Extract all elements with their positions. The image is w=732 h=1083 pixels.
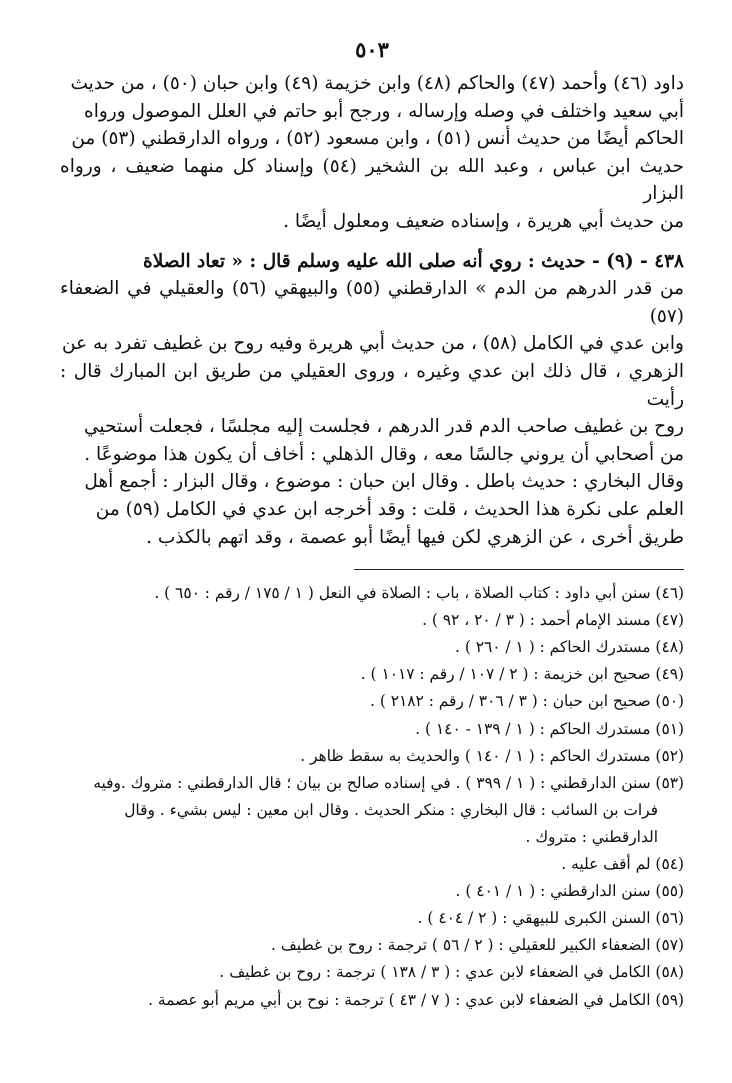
page-number: ٥٠٣ — [355, 37, 389, 62]
footnotes — [60, 580, 684, 1014]
paragraph-2-line: وقال البخاري : حديث باطل . وقال ابن حبان : موضوع ، وقال البزار : أجمع أهل — [84, 471, 684, 493]
footnote-52: (٥٢) مستدرك الحاكم : ( ١ / ١٤٠ ) والحديث به سقط ظاهر . — [300, 746, 684, 765]
hadith-heading-line: ٤٣٨ - (٩) - حديث : روي أنه صلى الله عليه وسلم قال : « تعاد الصلاة — [143, 250, 684, 272]
footnote-56: (٥٦) السنن الكبرى للبيهقي : ( ٢ / ٤٠٤ ) . — [417, 909, 684, 928]
footnote-57: (٥٧) الضعفاء الكبير للعقيلي : ( ٢ / ٥٦ ) ترجمة : روح بن غطيف . — [270, 936, 684, 955]
paragraph-1-line: الحاكم أيضًا من حديث أنس (٥١) ، وابن مسعود (٥٢) ، ورواه الدارقطني (٥٣) من — [71, 128, 684, 150]
footnote-54: (٥٤) لم أقف عليه . — [561, 855, 684, 874]
paragraph-2-line: الزهري ، قال ذلك ابن عدي وغيره ، وروى العقيلي من طريق ابن المبارك قال : رأيت — [60, 360, 684, 410]
footnote-47: (٤٧) مسند الإمام أحمد : ( ٣ / ٢٠ ، ٩٢ ) . — [422, 611, 684, 630]
paragraph-2-line: العلم على نكرة هذا الحديث ، قلت : وقد أخرجه ابن عدي في الكامل (٥٩) من — [95, 498, 684, 520]
paragraph-2-line: طريق أخرى ، عن الزهري لكن فيها أيضًا أبو عصمة ، وقد اتهم بالكذب . — [146, 526, 684, 548]
paragraph-2-line: من قدر الدرهم من الدم » الدارقطني (٥٥) والبيهقي (٥٦) والعقيلي في الضعفاء (٥٧) — [60, 278, 684, 327]
paragraph-1-line: حديث ابن عباس ، وعبد الله بن الشخير (٥٤) وإسناد كل منهما ضعيف ، ورواه البزار — [60, 155, 684, 205]
paragraph-1-line: أبي سعيد واختلف في وصله وإرساله ، ورجح أبو حاتم في العلل الموصول ورواه — [84, 100, 684, 122]
footnote-48: (٤٨) مستدرك الحاكم : ( ١ / ٢٦٠ ) . — [455, 638, 684, 657]
paragraph-1-line: داود (٤٦) وأحمد (٤٧) والحاكم (٤٨) وابن خزيمة (٤٩) وابن حبان (٥٠) ، من حديث — [70, 73, 684, 94]
footnote-58: (٥٨) الكامل في الضعفاء لابن عدي : ( ٣ / ١٣٨ ) ترجمة : روح بن غطيف . — [219, 963, 684, 982]
footnote-50: (٥٠) صحيح ابن حبان : ( ٣ / ٣٠٦ / رقم : ٢١٨٢ ) . — [370, 692, 684, 711]
footnote-53-continued: فرات بن السائب : قال البخاري : منكر الحديث . وقال ابن معين : ليس بشيء . وقال — [124, 800, 658, 819]
paragraph-2-line: روح بن غطيف صاحب الدم قدر الدرهم ، فجلست إليه مجلسًا ، فجعلت أستحيي — [83, 416, 684, 438]
footnote-46: (٤٦) سنن أبي داود : كتاب الصلاة ، باب : الصلاة في النعل ( ١ / ١٧٥ / رقم : ٦٥٠ ) . — [154, 584, 684, 603]
paragraph-2-line: وابن عدي في الكامل (٥٨) ، من حديث أبي هريرة وفيه روح بن غطيف تفرد به عن — [62, 333, 684, 355]
footnote-51: (٥١) مستدرك الحاكم : ( ١ / ١٣٩ - ١٤٠ ) . — [415, 719, 684, 738]
book-page — [60, 36, 684, 1014]
footnote-59: (٥٩) الكامل في الضعفاء لابن عدي : ( ٧ / ٤٣ ) ترجمة : نوح بن أبي مريم أبو عصمة . — [148, 990, 684, 1009]
main-text — [60, 70, 684, 551]
paragraph-1-line: من حديث أبي هريرة ، وإسناده ضعيف ومعلول أيضًا . — [283, 210, 684, 232]
footnote-divider — [354, 569, 684, 570]
footnote-53: (٥٣) سنن الدارقطني : ( ١ / ٣٩٩ ) . في إسناده صالح بن بيان ؛ قال الدارقطني : متروك .وفيه — [93, 773, 684, 792]
paragraph-2-line: من أصحابي أن يروني جالسًا معه ، وقال الذهلي : أخاف أن يكون هذا موضوعًا . — [84, 443, 684, 465]
footnote-55: (٥٥) سنن الدارقطني : ( ١ / ٤٠١ ) . — [455, 882, 684, 901]
footnote-49: (٤٩) صحيح ابن خزيمة : ( ٢ / ١٠٧ / رقم : ١٠١٧ ) . — [360, 665, 684, 684]
footnote-53-continued: الدارقطني : متروك . — [525, 827, 658, 846]
